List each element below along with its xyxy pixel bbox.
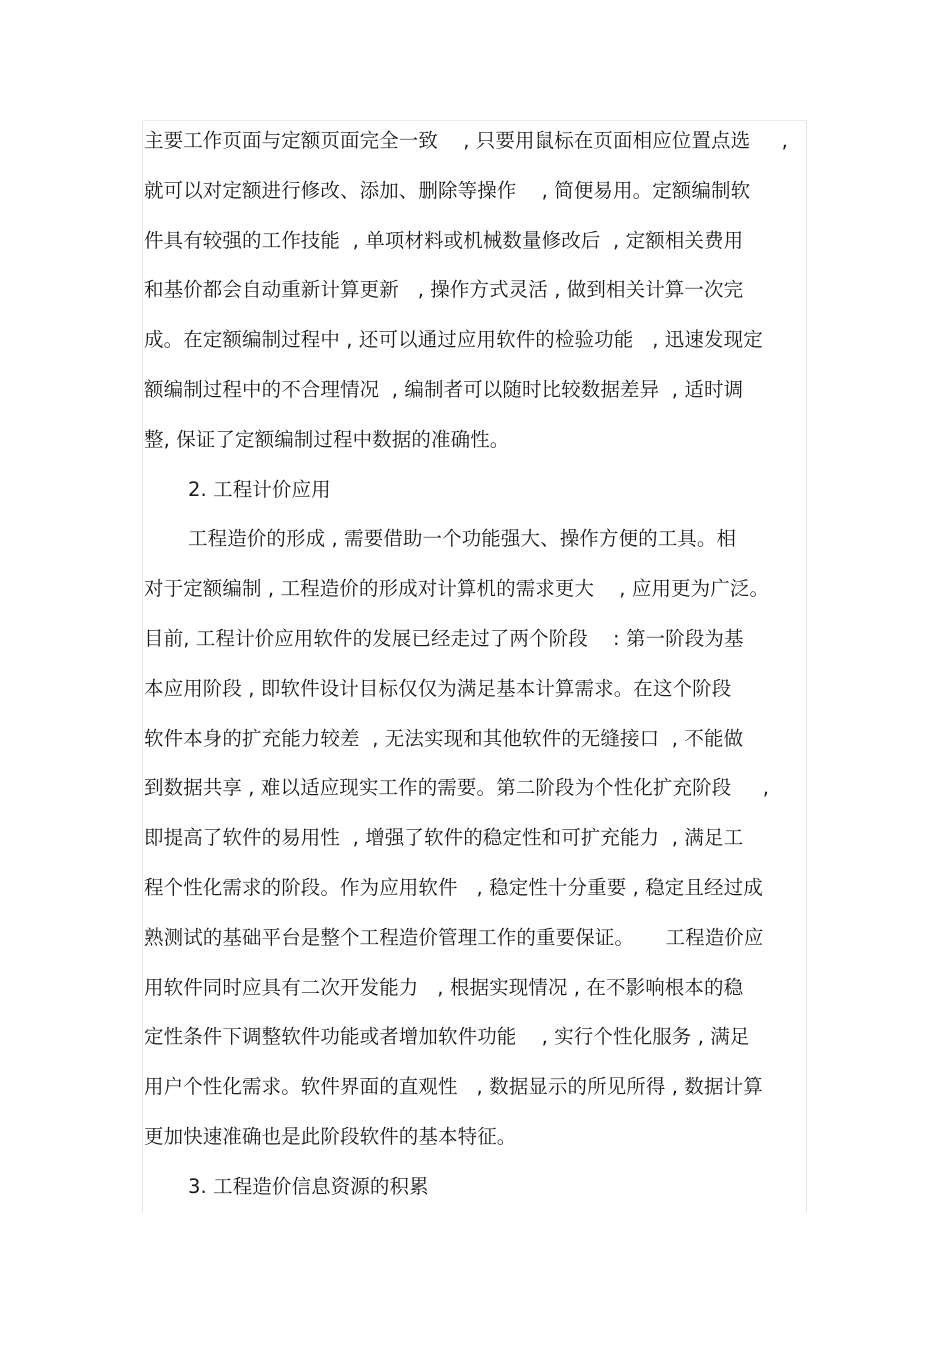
text-line: 即提高了软件的易用性 , 增强了软件的稳定性和可扩充能力 , 满足工: [144, 826, 744, 850]
text-line: 本应用阶段 , 即软件设计目标仅仅为满足基本计算需求。在这个阶段: [144, 676, 732, 700]
text-line: 主要工作页面与定额页面完全一致 , 只要用鼠标在页面相应位置点选 ,: [144, 129, 788, 152]
section-heading: 3. 工程造价信息资源的积累: [188, 1174, 429, 1198]
document-body: [144, 116, 824, 1212]
text-line: 更加快速准确也是此阶段软件的基本特征。: [144, 1124, 517, 1148]
text-line: 额编制过程中的不合理情况 , 编制者可以随时比较数据差异 , 适时调: [144, 377, 744, 401]
text-line: 用户个性化需求。软件界面的直观性 , 数据显示的所见所得 , 数据计算: [144, 1075, 763, 1099]
text-line: 熟测试的基础平台是整个工程造价管理工作的重要保证。 工程造价应: [144, 925, 764, 949]
text-line: 到数据共享 , 难以适应现实工作的需要。第二阶段为个性化扩充阶段 ,: [144, 776, 770, 800]
text-line: 和基价都会自动重新计算更新 , 操作方式灵活 , 做到相关计算一次完: [144, 278, 744, 302]
text-line: 就可以对定额进行修改、添加、删除等操作 , 简便易用。定额编制软: [144, 178, 751, 202]
text-line: 用软件同时应具有二次开发能力 , 根据实现情况 , 在不影响根本的稳: [144, 975, 744, 999]
text-line: 整, 保证了定额编制过程中数据的准确性。: [144, 427, 510, 451]
text-line: 对于定额编制 , 工程造价的形成对计算机的需求更大 , 应用更为广泛。: [144, 577, 770, 601]
text-line: 目前, 工程计价应用软件的发展已经走过了两个阶段 : 第一阶段为基: [144, 626, 744, 650]
section-heading: 2. 工程计价应用: [188, 477, 331, 501]
text-line: 程个性化需求的阶段。作为应用软件 , 稳定性十分重要 , 稳定且经过成: [144, 875, 763, 899]
text-line: 定性条件下调整软件功能或者增加软件功能 , 实行个性化服务 , 满足: [144, 1025, 750, 1049]
text-line: 件具有较强的工作技能 , 单项材料或机械数量修改后 , 定额相关费用: [144, 228, 744, 252]
text-line: 软件本身的扩充能力较差 , 无法实现和其他软件的无缝接口 , 不能做: [144, 726, 744, 750]
text-line: 成。在定额编制过程中 , 还可以通过应用软件的检验功能 , 迅速发现定: [144, 328, 763, 352]
text-line: 工程造价的形成 , 需要借助一个功能强大、操作方便的工具。相: [188, 527, 737, 551]
